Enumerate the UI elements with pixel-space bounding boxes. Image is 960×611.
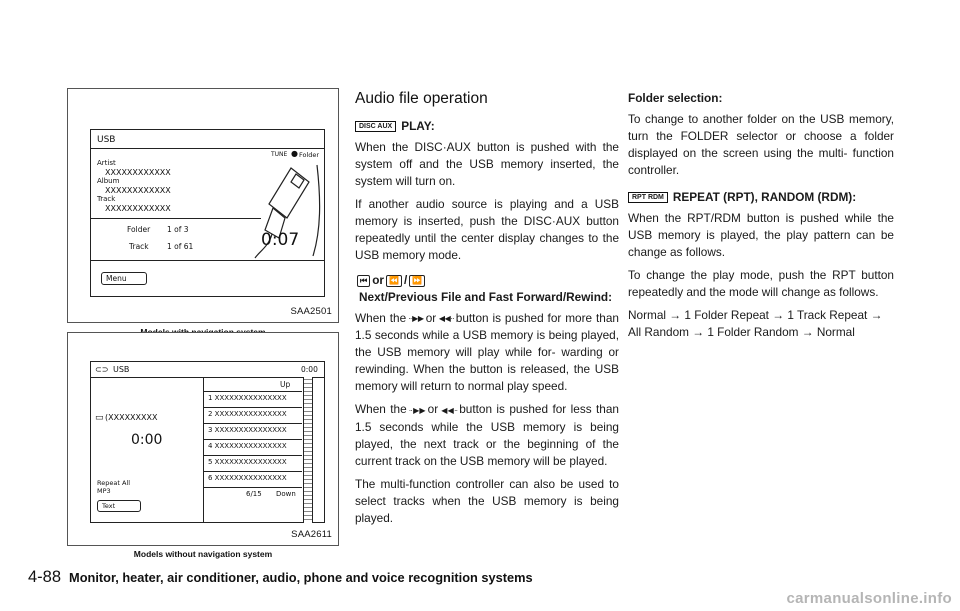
watermark: carmanualsonline.info	[786, 590, 952, 607]
field-label: Artist	[97, 159, 116, 167]
folder-label: Folder	[299, 151, 320, 159]
figure-code: SAA2501	[290, 306, 332, 317]
text-part: button is pushed for more than 1.5 seconds while a USB memory is being played, the USB memory will play while for- warding or rewinding. When the button is released, the USB memory will return to normal play speed.	[355, 311, 619, 394]
paragraph: Normal → 1 Folder Repeat → 1 Track Repeat → All Random → 1 Folder Random → Normal	[628, 308, 883, 339]
folder-icon: ▭	[95, 413, 104, 423]
divider	[204, 471, 302, 472]
paragraph: When the RPT/RDM button is pushed while the USB memory is played, the play pattern can be change as follows.	[628, 211, 894, 259]
rewind-icon: ⏪	[386, 275, 402, 287]
field-label: Track	[97, 195, 116, 203]
scrollbar[interactable]	[303, 377, 313, 523]
paragraph: If another audio source is playing and a USB memory is inserted, push the DISC·AUX button repeatedly until the center display changes to the USB memory mode.	[355, 197, 619, 262]
paragraph: The multi-function controller can also be used to select tracks when the USB memory is being played.	[355, 476, 619, 525]
or-text: or	[372, 273, 385, 287]
text-part: button is pushed for less than 1.5 seconds while the USB memory is being played, the next track or the beginning of the current track on the USB memory will be played.	[355, 402, 619, 468]
play-time: 0:00	[131, 432, 163, 448]
track-counter: 6/15	[246, 490, 262, 498]
repeat-subhead	[628, 189, 894, 206]
tune-label: TUNE	[271, 151, 288, 158]
tune-knob-icon: ●	[291, 149, 298, 158]
divider	[91, 260, 324, 261]
slash-text: /	[403, 273, 408, 287]
text-column-right	[628, 90, 894, 347]
menu-button[interactable]: Menu	[101, 272, 147, 285]
text-column-left	[355, 118, 619, 533]
field-label: Album	[97, 177, 120, 185]
page-number: 4-88	[28, 568, 62, 586]
figure-code: SAA2611	[291, 529, 332, 540]
paragraph	[355, 401, 619, 469]
usb-screen-basic	[90, 361, 325, 523]
figure-caption: Models without navigation system	[133, 549, 273, 559]
clock: 0:00	[301, 365, 318, 374]
text-part: When the	[355, 402, 407, 417]
divider	[204, 407, 302, 408]
list-item[interactable]: 3 XXXXXXXXXXXXXXX	[208, 426, 287, 434]
paragraph	[355, 310, 619, 395]
list-item[interactable]: 5 XXXXXXXXXXXXXXX	[208, 458, 287, 466]
figure-no-navigation	[67, 332, 339, 546]
page-footer	[28, 568, 533, 587]
section-title: Monitor, heater, air conditioner, audio, phone and voice recognition systems	[69, 570, 533, 585]
usb-screen-navigation	[90, 129, 325, 297]
seek-title: Next/Previous File and Fast Forward/Rewind:	[359, 290, 613, 304]
disc-aux-icon: DISC AUX	[355, 121, 396, 132]
folder-subhead	[628, 90, 894, 107]
field-value: XXXXXXXXXXXX	[105, 186, 171, 195]
fast-forward-icon: ··▶▶	[408, 405, 426, 415]
divider	[204, 439, 302, 440]
field-value: XXXXXXXXXXXX	[105, 204, 171, 213]
paragraph: To change to another folder on the USB memory, turn the FOLDER selector or choose a folder displayed on the screen using the multi- function controller.	[628, 112, 894, 177]
seek-subhead	[355, 272, 619, 306]
list-item[interactable]: 6 XXXXXXXXXXXXXXX	[208, 474, 287, 482]
track-row-value: 1 of 61	[167, 242, 194, 251]
divider	[204, 455, 302, 456]
divider	[91, 148, 324, 149]
play-subhead	[355, 118, 619, 135]
repeat-status: Repeat All	[97, 479, 131, 487]
paragraph: To change the play mode, push the RPT button repeatedly and the mode will change as follows.	[628, 268, 894, 299]
play-title: PLAY:	[401, 119, 435, 133]
folder-name: (XXXXXXXXX	[105, 413, 158, 422]
screen-title: USB	[113, 365, 130, 374]
folder-row-label: Folder	[127, 225, 151, 234]
folder-title: Folder selection:	[628, 91, 723, 105]
divider	[204, 391, 302, 392]
text-button[interactable]: Text	[97, 500, 141, 512]
divider	[91, 218, 261, 219]
repeat-title: REPEAT (RPT), RANDOM (RDM):	[672, 190, 857, 204]
screen-title: USB	[97, 135, 116, 145]
divider	[204, 423, 302, 424]
rewind-icon: ◀◀··	[440, 405, 458, 415]
text-part: or	[427, 402, 439, 417]
field-value: XXXXXXXXXXXX	[105, 168, 171, 177]
format-status: MP3	[97, 487, 111, 495]
play-time: 0:07	[261, 230, 300, 250]
divider	[204, 487, 302, 488]
list-item[interactable]: 4 XXXXXXXXXXXXXXX	[208, 442, 287, 450]
up-button[interactable]: Up	[280, 380, 291, 389]
track-list	[203, 377, 301, 523]
text-part: When the	[355, 311, 407, 325]
track-row-label: Track	[129, 242, 149, 251]
down-button[interactable]: Down	[276, 490, 296, 498]
previous-track-icon: ⏮	[357, 275, 370, 287]
list-item[interactable]: 2 XXXXXXXXXXXXXXX	[208, 410, 287, 418]
rewind-icon: ◀◀··	[438, 314, 454, 324]
rpt-rdm-icon: RPT RDM	[628, 192, 668, 203]
list-item[interactable]: 1 XXXXXXXXXXXXXXX	[208, 394, 287, 402]
fast-forward-icon: ··▶▶	[408, 314, 424, 324]
section-heading: Audio file operation	[355, 90, 488, 107]
text-part: or	[425, 311, 437, 325]
folder-row-value: 1 of 3	[167, 225, 189, 234]
fast-forward-icon: ⏩	[409, 275, 425, 287]
paragraph: When the DISC·AUX button is pushed with the system off and the USB memory inserted, the system will turn on.	[355, 140, 619, 188]
figure-navigation	[67, 88, 339, 323]
usb-connector-icon: ⊂⊃	[95, 365, 109, 374]
